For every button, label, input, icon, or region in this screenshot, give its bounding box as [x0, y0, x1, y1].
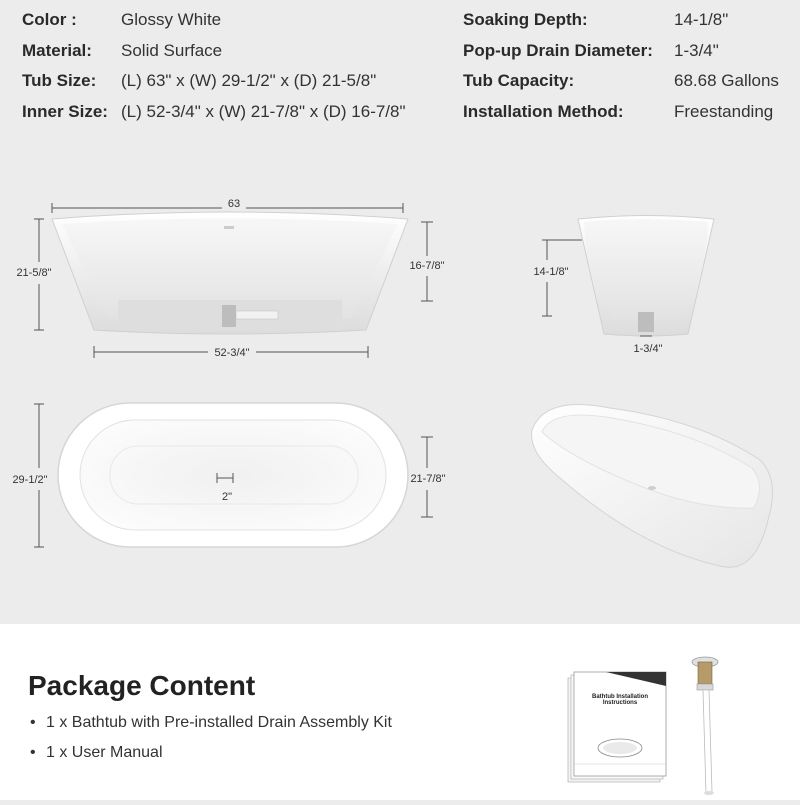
- manual-title: Bathtub Installation Instructions: [592, 694, 648, 706]
- spec-value: Glossy White: [121, 10, 222, 29]
- package-title: Package Content: [28, 670, 256, 701]
- dim-inner-width-label: 21-7/8": [410, 473, 446, 485]
- spec-value: Solid Surface: [121, 41, 223, 60]
- front-section-view: [52, 212, 408, 334]
- spec-value: Freestanding: [674, 102, 774, 121]
- user-manual-image: [566, 668, 674, 784]
- spec-value: 1-3/4": [674, 41, 719, 60]
- dim-soaking-depth: [542, 240, 582, 316]
- dim-height-label: 21-5/8": [16, 267, 52, 279]
- spec-label: Inner Size:: [22, 102, 108, 121]
- spec-label: Color :: [22, 10, 77, 29]
- bullet-icon: •: [30, 744, 36, 761]
- package-item: [30, 714, 392, 732]
- package-item-text: 1 x User Manual: [46, 744, 163, 761]
- side-section-view: [578, 216, 714, 337]
- dim-soaking-depth-label: 14-1/8": [533, 266, 569, 278]
- package-item-text: 1 x Bathtub with Pre-installed Drain Assembly Kit: [46, 714, 392, 731]
- spec-label: Installation Method:: [463, 102, 624, 121]
- perspective-view: [532, 404, 773, 567]
- spec-label: Tub Capacity:: [463, 71, 575, 90]
- dim-inner-depth-label: 16-7/8": [409, 260, 445, 272]
- spec-value: (L) 52-3/4" x (W) 21-7/8" x (D) 16-7/8": [121, 102, 406, 121]
- dim-drain-diameter-label: 1-3/4": [633, 343, 663, 355]
- dim-inner-length-label: 52-3/4": [214, 347, 250, 359]
- spec-label: Material:: [22, 41, 92, 60]
- dim-length-label: 63: [227, 198, 241, 210]
- dim-width-label: 29-1/2": [12, 474, 48, 486]
- spec-value: (L) 63" x (W) 29-1/2" x (D) 21-5/8": [121, 71, 377, 90]
- spec-label: Tub Size:: [22, 71, 97, 90]
- dim-drain-label: 2": [221, 491, 233, 503]
- bullet-icon: •: [30, 714, 36, 731]
- spec-value: 68.68 Gallons: [674, 71, 779, 90]
- spec-label: Soaking Depth:: [463, 10, 588, 29]
- drain-assembly-image: [690, 654, 740, 800]
- package-content: [0, 624, 800, 800]
- package-item: [30, 744, 163, 762]
- spec-value: 14-1/8": [674, 10, 729, 29]
- spec-label: Pop-up Drain Diameter:: [463, 41, 653, 60]
